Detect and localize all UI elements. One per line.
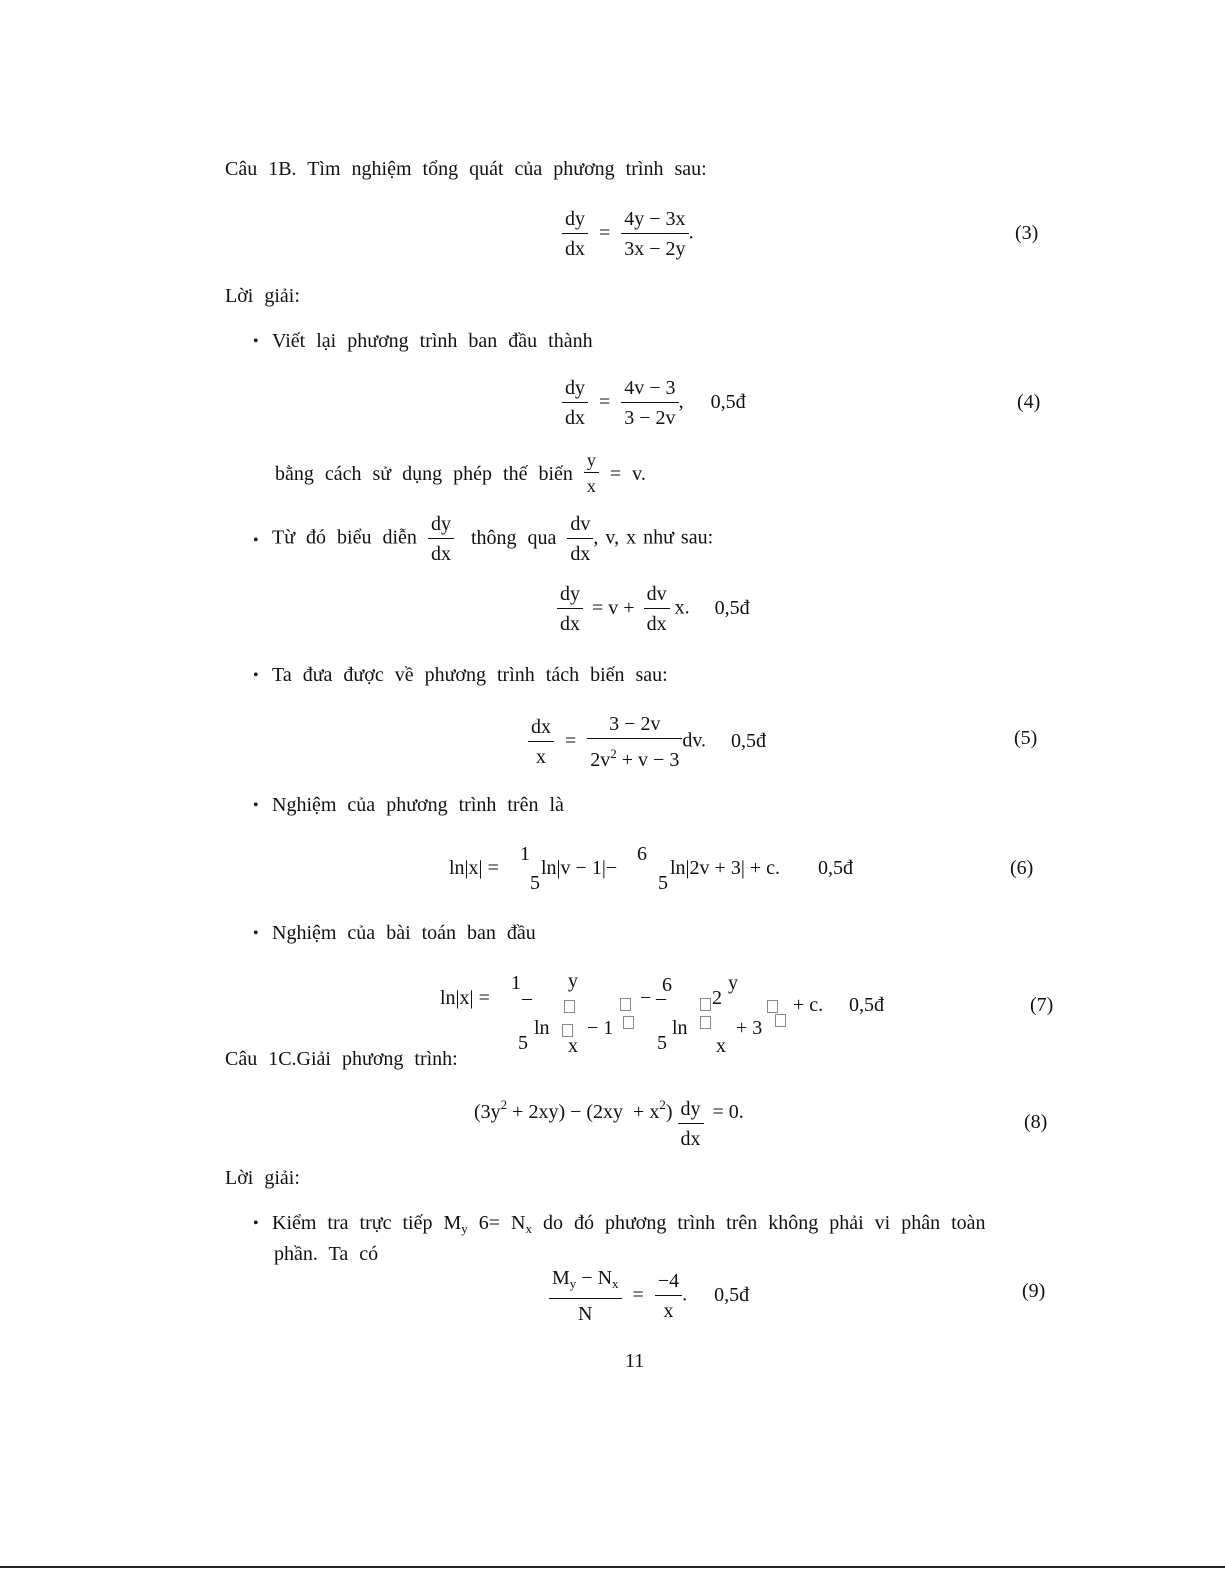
text-post: , v, x như sau: <box>593 526 714 549</box>
numerator <box>549 1266 622 1299</box>
missing-glyph-icon <box>700 1010 711 1033</box>
exponent: 2 <box>500 1097 508 1112</box>
equation-dy-dx <box>557 582 750 636</box>
denominator: N <box>578 1303 593 1325</box>
numerator: dy <box>562 207 588 234</box>
bullet-3-text: Ta đưa được về phương trình tách biến sau: <box>272 664 668 686</box>
score: 0,5đ <box>714 596 750 619</box>
score: 0,5đ <box>818 857 853 879</box>
question-1c-title: Câu 1C.Giải phương trình: <box>225 1048 458 1070</box>
equals-sign: = <box>632 1283 644 1306</box>
equation-8 <box>474 1097 744 1151</box>
eq7-y: y <box>568 970 578 992</box>
score: 0,5đ <box>710 390 746 413</box>
denominator: dx <box>570 543 591 565</box>
bullet: • <box>253 667 259 684</box>
den-part-a: 2v <box>590 749 611 771</box>
fraction-lhs <box>549 1266 622 1326</box>
equation-end: dv. <box>682 729 707 752</box>
equation-end: . <box>688 221 694 244</box>
numerator: −4 <box>655 1269 682 1296</box>
fraction-dv-dx <box>644 582 670 636</box>
eq8-part-c: ) <box>665 1100 673 1123</box>
solution-label: Lời giải: <box>225 285 300 307</box>
fraction-dy-dx <box>557 582 583 636</box>
text-c: do đó phương trình trên không phải vi phân toàn <box>531 1212 986 1234</box>
equation-number-5: (5) <box>1014 727 1038 749</box>
denominator: dx <box>430 543 451 565</box>
substitution-end: = v. <box>609 463 646 485</box>
bullet-c1-line-2: phần. Ta có <box>274 1243 379 1265</box>
equals-sign: = <box>565 729 577 752</box>
numerator: y <box>584 450 599 473</box>
eq8-end: = 0. <box>712 1100 744 1123</box>
denominator: x <box>536 746 546 768</box>
equation-number-7: (7) <box>1030 994 1054 1016</box>
denominator: dx <box>565 238 585 260</box>
score: 0,5đ <box>731 729 767 752</box>
solution-label: Lời giải: <box>225 1167 300 1189</box>
subscript: x <box>525 1221 532 1236</box>
equation-number-4: (4) <box>1017 391 1041 413</box>
bullet-2-text <box>272 512 713 566</box>
substitution-line <box>275 450 646 496</box>
eq6-den-5: 5 <box>530 872 540 894</box>
denominator: x <box>586 476 596 496</box>
equation-number-6: (6) <box>1010 857 1034 879</box>
eq7-five: 5 <box>657 1032 667 1054</box>
numerator: 4v − 3 <box>621 376 678 403</box>
equation-number-3: (3) <box>1015 222 1039 244</box>
denominator <box>587 739 682 772</box>
eq7-two: 2 <box>712 987 722 1009</box>
eq6-lhs: ln|x| = <box>449 857 499 879</box>
eq7-ln: ln <box>672 1017 688 1039</box>
score: 0,5đ <box>849 994 884 1016</box>
missing-glyph-icon <box>564 994 575 1017</box>
num-b: − N <box>576 1267 613 1289</box>
fraction-dy-dx <box>428 512 454 566</box>
substitution-text: bằng cách sử dụng phép thế biến <box>275 463 573 485</box>
eq7-plus-c: + c. <box>793 994 824 1016</box>
numerator: dx <box>528 715 554 742</box>
eq6-term-2: ln|2v + 3| + c. <box>670 857 780 879</box>
bullet-4-text: Nghiệm của phương trình trên là <box>272 794 564 816</box>
denominator: dx <box>680 1128 701 1150</box>
fraction-dy-dx <box>562 207 588 261</box>
question-1b-title: Câu 1B. Tìm nghiệm tổng quát của phương trình sau: <box>225 158 707 180</box>
numerator: dv <box>644 582 670 609</box>
eq7-five: 5 <box>518 1032 528 1054</box>
eq8-part-a: (3y <box>474 1100 501 1123</box>
eq7-y: y <box>728 972 738 994</box>
denominator: dx <box>560 613 580 635</box>
equation-5 <box>528 712 766 772</box>
eq7-ln: ln <box>534 1017 550 1039</box>
fraction-rhs <box>587 712 682 772</box>
numerator: dy <box>428 512 454 539</box>
text-b: 6= N <box>467 1212 526 1234</box>
subscript: y <box>461 1221 468 1236</box>
equation-4 <box>562 376 746 430</box>
equation-number-9: (9) <box>1022 1280 1046 1302</box>
bullet-5-text: Nghiệm của bài toán ban đầu <box>272 922 536 944</box>
missing-glyph-icon <box>775 1008 786 1031</box>
equals-sign: = <box>599 390 611 413</box>
denominator: 3x − 2y <box>624 238 686 260</box>
numerator: dy <box>557 582 583 609</box>
subscript: y <box>569 1276 577 1291</box>
bullet: • <box>253 1215 259 1232</box>
text-pre: Từ đó biểu diễn <box>272 526 417 549</box>
eq7-dash: – <box>522 987 532 1009</box>
page-bottom-border <box>0 1566 1225 1568</box>
fraction-dy-dx <box>562 376 588 430</box>
eq7-dash: – <box>656 987 666 1009</box>
bullet-c1-line-1 <box>272 1212 986 1237</box>
bullet: • <box>253 333 259 350</box>
eq7-minus-one: − 1 <box>587 1017 614 1039</box>
denominator: dx <box>646 613 667 635</box>
equation-9 <box>549 1266 749 1326</box>
bullet-1-text: Viết lại phương trình ban đầu thành <box>272 330 593 352</box>
numerator: dv <box>567 512 593 539</box>
text-a: Kiểm tra trực tiếp M <box>272 1212 462 1234</box>
eq7-one: 1 <box>511 972 521 994</box>
fraction-rhs <box>655 1269 682 1323</box>
bullet: • <box>253 532 259 549</box>
eq6-den-5: 5 <box>658 872 668 894</box>
fraction-dy-dx <box>678 1097 704 1151</box>
subscript: x <box>612 1276 619 1291</box>
eq6-term-1: ln|v − 1|− <box>541 857 618 879</box>
eq7-plus-three: + 3 <box>736 1017 763 1039</box>
denominator: x <box>663 1300 674 1322</box>
equals-sign: = <box>599 221 611 244</box>
num-a: M <box>552 1267 570 1289</box>
page-number: 11 <box>625 1350 645 1372</box>
eq6-coef-6: 6 <box>637 843 647 865</box>
eq7-minus: − <box>640 987 652 1009</box>
eq7-six: 6 <box>662 974 672 996</box>
equation-end: x. <box>674 596 690 619</box>
numerator: 4y − 3x <box>621 207 688 234</box>
eq8-part-b: + 2xy) − (2xy + x <box>507 1100 660 1123</box>
numerator: dy <box>678 1097 704 1124</box>
denominator: dx <box>565 407 585 429</box>
den-part-b: + v − 3 <box>616 749 680 771</box>
missing-glyph-icon <box>623 1010 634 1033</box>
eq6-coef-1: 1 <box>520 843 530 865</box>
eq7-lhs: ln|x| = <box>440 987 490 1009</box>
equation-end: , <box>678 390 684 413</box>
score: 0,5đ <box>714 1283 750 1306</box>
fraction-rhs <box>621 207 688 261</box>
exponent: 2 <box>659 1097 666 1112</box>
equals-v-plus: = v + <box>592 596 635 619</box>
denominator: 3 − 2v <box>624 407 676 429</box>
eq7-x: x <box>716 1035 726 1057</box>
equation-end: . <box>682 1283 688 1306</box>
exponent: 2 <box>610 746 617 761</box>
fraction-dv-dx <box>567 512 593 566</box>
numerator: dy <box>562 376 588 403</box>
bullet: • <box>253 797 259 814</box>
bullet: • <box>253 925 259 942</box>
equation-number-8: (8) <box>1024 1111 1048 1133</box>
fraction-y-x <box>584 450 599 496</box>
eq7-x: x <box>568 1035 578 1057</box>
fraction-rhs <box>621 376 678 430</box>
text-mid: thông qua <box>470 526 557 549</box>
numerator: 3 − 2v <box>587 712 682 739</box>
equation-3 <box>562 207 694 261</box>
fraction-dx-x <box>528 715 554 769</box>
